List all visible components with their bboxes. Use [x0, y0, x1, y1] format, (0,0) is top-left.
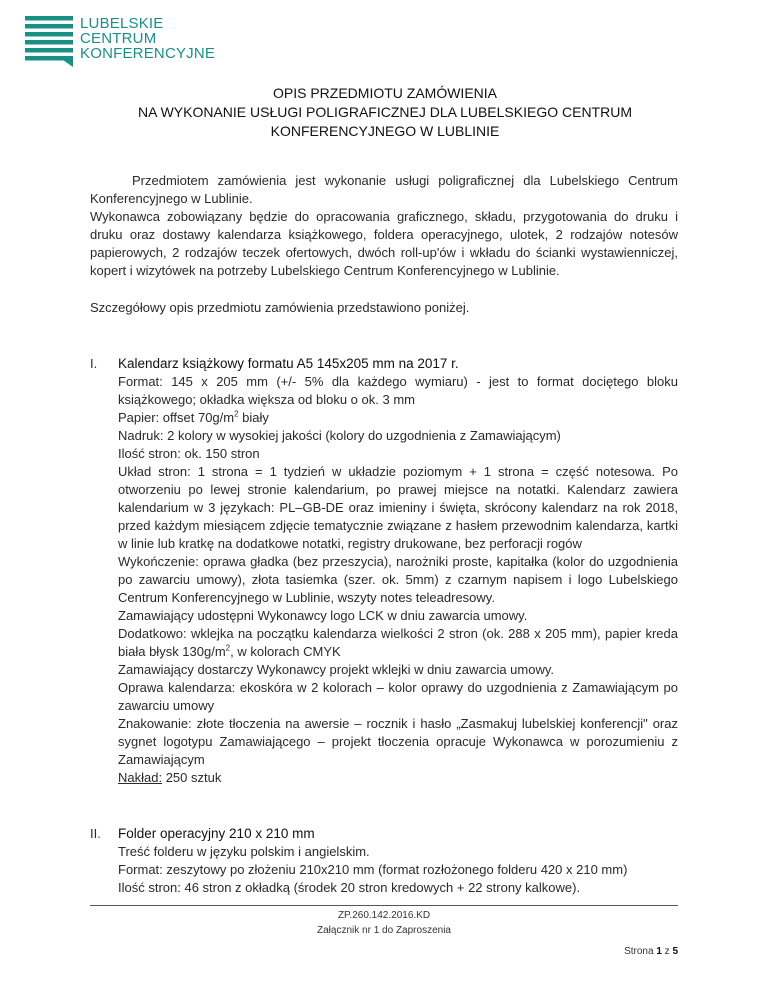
intro-paragraph: Szczegółowy opis przedmiotu zamówienia przedstawiono poniżej.: [90, 300, 470, 315]
logo: [25, 14, 225, 68]
footer: [90, 908, 678, 938]
spec-insert-note: Zamawiający dostarczy Wykonawcy projekt wklejki w dniu zawarcia umowy.: [118, 662, 555, 677]
page-number: Strona 1 z 5: [624, 946, 678, 957]
footer-attachment: Załącznik nr 1 do Zaproszenia: [317, 925, 451, 936]
intro-paragraph: Przedmiotem zamówienia jest wykonanie usługi poligraficznej dla Lubelskiego Centrum Konferencyjnego w Lublinie.: [90, 173, 678, 206]
section-title: Kalendarz książkowy formatu A5 145x205 mm na 2017 r.: [118, 356, 459, 371]
intro: [90, 172, 678, 317]
title-line: KONFERENCYJNEGO W LUBLINIE: [270, 123, 500, 139]
spec-quantity: Nakład: 250 sztuk: [118, 770, 222, 785]
section-calendar: [90, 355, 678, 787]
section-number: I.: [90, 356, 98, 371]
logo-line: LUBELSKIE: [80, 15, 164, 32]
spec-marking: Znakowanie: złote tłoczenia na awersie – rocznik i hasło „Zasmakuj lubelskiej konferencji" oraz sygnet logotypu Zamawiającego – projekt tłoczenia opracuje Wykonawca w porozumieniu z Zamawiającym: [118, 716, 678, 767]
spec-extra: Dodatkowo: wklejka na początku kalendarza wielkości 2 stron (ok. 288 x 205 mm), papier kreda biała błysk $130g/m^2$, w kolorach CMYK: [118, 626, 678, 659]
footer-divider: [90, 905, 678, 906]
intro-paragraph: Wykonawca zobowiązany będzie do opracowania graficznego, składu, przygotowania do druku i druku oraz dostawy kalendarza książkowego, foldera operacyjnego, ulotek, 2 rodzajów notesów papierowych, 2 rodzajów teczek ofertowych, dwóch roll-up'ów i wkładu do ścianki wystawienniczej, kopert i wizytówek na potrzeby Lubelskiego Centrum Konferencyjnego w Lublinie.: [90, 209, 678, 278]
section-title: Folder operacyjny 210 x 210 mm: [118, 826, 315, 841]
spec-finish: Wykończenie: oprawa gładka (bez przeszycia), narożniki proste, kapitałka (kolor do uzgodnienia po zawarciu umowy), złota tasiemka (szer. ok. 5mm) z czarnym napisem i logo Lubelskiego Centrum Konferencyjnego w Lublinie, wszyty notes teleadresowy.: [118, 554, 678, 605]
document-body: [90, 172, 678, 897]
footer-reference: ZP.260.142.2016.KD: [337, 910, 431, 921]
logo-line: KONFERENCYJNE: [80, 45, 216, 62]
spec-pages: Ilość stron: 46 stron z okładką (środek 20 stron kredowych + 22 strony kalkowe).: [118, 880, 581, 895]
spec-print: Nadruk: 2 kolory w wysokiej jakości (kolory do uzgodnienia z Zamawiającym): [118, 428, 561, 443]
section-folder: [90, 825, 678, 897]
spec-layout: Układ stron: 1 strona = 1 tydzień w układzie poziomym + 1 strona = część notesowa. Po otworzeniu po lewej stronie kalendarium, po prawej miejsce na notatki. Kalendarz zawiera kalendarium w 3 językach: PL–GB-DE oraz imieniny i święta, skrócony kalendarz na rok 2018, przed każdym miesiącem zdjęcie tematycznie związane z hasłem przewodnim kalendarza, kartki w linie lub kratkę na dodatkowe notatki, registry drukowane, bez perforacji rogów: [118, 464, 678, 551]
title-line: OPIS PRZEDMIOTU ZAMÓWIENIA: [272, 85, 497, 101]
spec-pages: Ilość stron: ok. 150 stron: [118, 446, 260, 461]
spec-content: Treść folderu w języku polskim i angielskim.: [118, 844, 370, 859]
stacked-bars-speech-icon: [25, 14, 77, 68]
spec-logo-note: Zamawiający udostępni Wykonawcy logo LCK w dniu zawarcia umowy.: [118, 608, 528, 623]
spec-format: Format: zeszytowy po złożeniu 210x210 mm (format rozłożonego folderu 420 x 210 mm): [118, 862, 628, 877]
spec-binding: Oprawa kalendarza: ekoskóra w 2 kolorach – kolor oprawy do uzgodnienia z Zamawiającym po zawarciu umowy: [118, 680, 678, 713]
spec-paper: Papier: offset $70g/m^2$ biały: [118, 409, 269, 425]
title-line: NA WYKONANIE USŁUGI POLIGRAFICZNEJ DLA LUBELSKIEGO CENTRUM: [138, 104, 632, 120]
logo-text: [80, 16, 215, 61]
document-title: [90, 84, 680, 141]
section-number: II.: [90, 826, 101, 841]
logo-line: CENTRUM: [80, 30, 157, 47]
spec-format: Format: 145 x 205 mm (+/- 5% dla każdego wymiaru) - jest to format dociętego bloku książkowego; okładka większa od bloku o ok. 3 mm: [118, 374, 678, 407]
